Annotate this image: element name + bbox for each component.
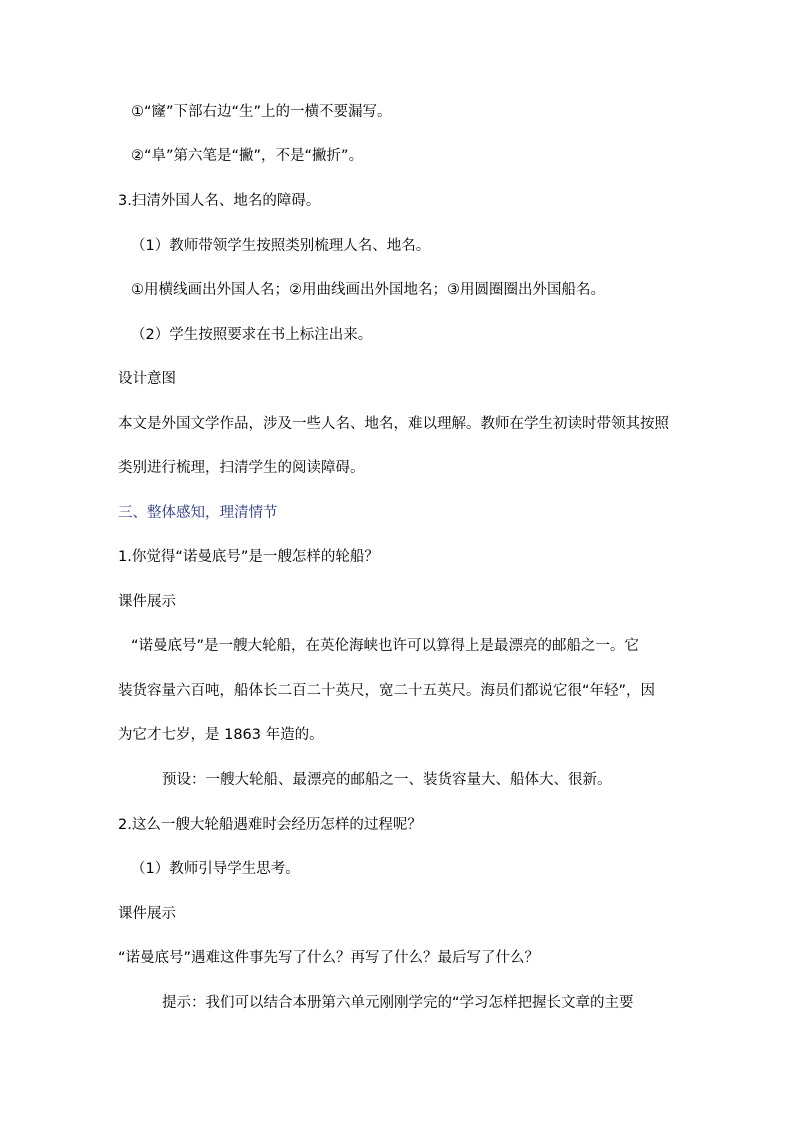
section-heading: 三、整体感知，理清情节	[118, 505, 278, 521]
doc-line-11: 1.你觉得“诺曼底号”是一艘怎样的轮船？	[118, 549, 379, 565]
doc-line-16: 预设：一艘大轮船、最漂亮的邮船之一、装货容量大、船体大、很新。	[162, 772, 612, 788]
doc-line-14: 装货容量六百吨，船体长二百二十英尺，宽二十五英尺。海员们都说它很“年轻”，因	[118, 683, 656, 699]
doc-line-6: （2）学生按照要求在书上标注出来。	[131, 327, 373, 343]
doc-line-5: ①用横线画出外国人名；②用曲线画出外国地名；③用圆圈圈出外国船名。	[131, 282, 605, 298]
doc-line-4: （1）教师带领学生按照类别梳理人名、地名。	[131, 238, 431, 254]
doc-line-17: 2.这么一艘大轮船遇难时会经历怎样的过程呢？	[118, 817, 422, 833]
doc-line-3: 3.扫清外国人名、地名的障碍。	[118, 193, 321, 209]
doc-line-9: 类别进行梳理，扫清学生的阅读障碍。	[118, 460, 365, 476]
doc-line-13: “诺曼底号”是一艘大轮船，在英伦海峡也许可以算得上是最漂亮的邮船之一。它	[131, 638, 640, 654]
doc-line-21: 提示：我们可以结合本册第六单元刚刚学完的“学习怎样把握长文章的主要	[162, 995, 634, 1011]
doc-line-8: 本文是外国文学作品，涉及一些人名、地名，难以理解。教师在学生初读时带领其按照	[118, 416, 669, 432]
doc-line-2: ②“阜”第六笔是“撇”，不是“撇折”。	[131, 148, 364, 164]
doc-line-19: 课件展示	[118, 906, 176, 922]
doc-line-12: 课件展示	[118, 594, 176, 610]
doc-line-18: （1）教师引导学生思考。	[131, 861, 300, 877]
doc-line-1: ①“窿”下部右边“生”上的一横不要漏写。	[131, 104, 392, 120]
doc-line-20: “诺曼底号”遇难这件事先写了什么？再写了什么？最后写了什么？	[118, 950, 540, 966]
doc-line-15: 为它才七岁，是 1863 年造的。	[118, 727, 324, 743]
doc-line-7: 设计意图	[118, 371, 176, 387]
